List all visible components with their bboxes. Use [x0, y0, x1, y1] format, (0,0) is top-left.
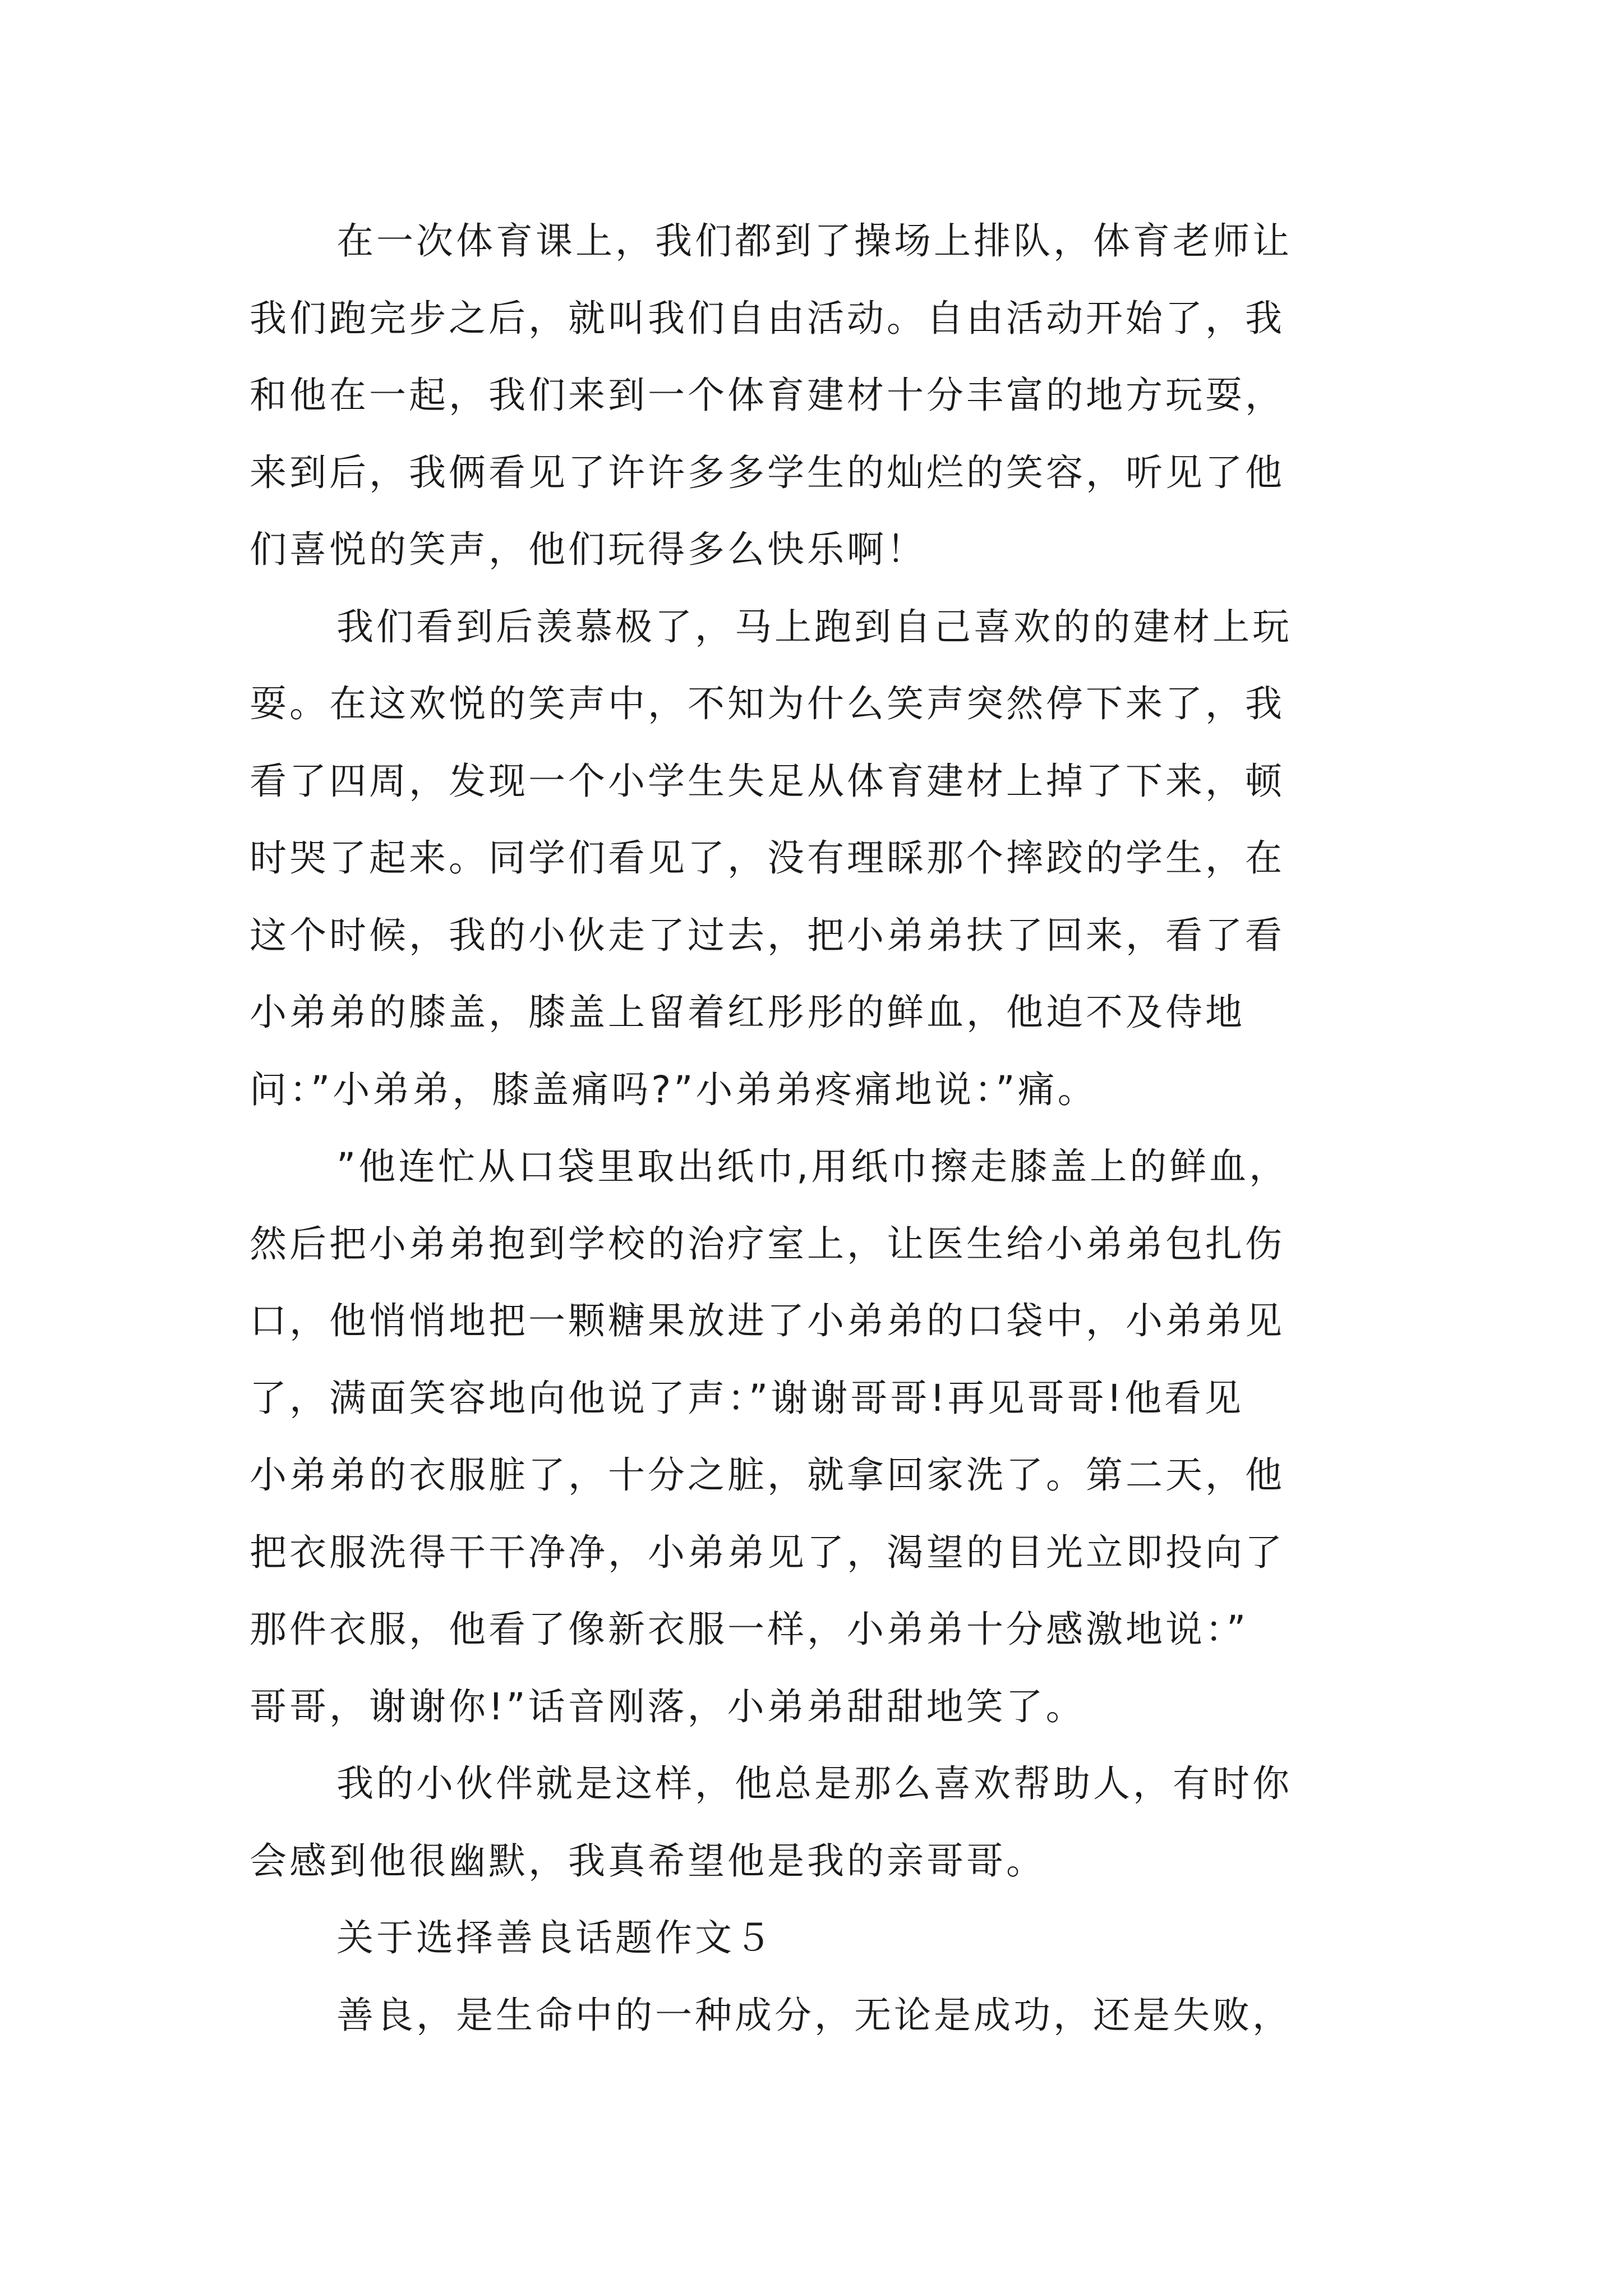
text-line: 会感到他很幽默，我真希望他是我的亲哥哥。 — [250, 1839, 1046, 1883]
text-line: 这个时候，我的小伙走了过去，把小弟弟扶了回来，看了看 — [250, 914, 1285, 957]
text-line: 我们看到后羡慕极了，马上跑到自己喜欢的的建材上玩 — [336, 605, 1292, 648]
section-heading: 关于选择善良话题作文５ — [336, 1916, 774, 1959]
text-line: 看了四周，发现一个小学生失足从体育建材上掉了下来，顿 — [250, 760, 1285, 803]
text-line: 口，他悄悄地把一颗糖果放进了小弟弟的口袋中，小弟弟见 — [250, 1299, 1285, 1342]
text-line: 来到后，我俩看见了许许多多学生的灿烂的笑容，听见了他 — [250, 451, 1285, 494]
text-line: 我的小伙伴就是这样，他总是那么喜欢帮助人，有时你 — [336, 1762, 1292, 1805]
text-line: 哥哥，谢谢你!”话音刚落，小弟弟甜甜地笑了。 — [250, 1685, 1086, 1728]
text-line: 那件衣服，他看了像新衣服一样，小弟弟十分感激地说：” — [250, 1608, 1249, 1651]
text-line: 把衣服洗得干干净净，小弟弟见了，渴望的目光立即投向了 — [250, 1531, 1285, 1574]
text-line: 耍。在这欢悦的笑声中，不知为什么笑声突然停下来了，我 — [250, 682, 1285, 725]
text-line: 然后把小弟弟抱到学校的治疗室上，让医生给小弟弟包扎伤 — [250, 1222, 1285, 1266]
text-line: 时哭了起来。同学们看见了，没有理睬那个摔跤的学生，在 — [250, 836, 1285, 880]
text-line: 和他在一起，我们来到一个体育建材十分丰富的地方玩耍， — [250, 374, 1285, 417]
text-line: 我们跑完步之后，就叫我们自由活动。自由活动开始了，我 — [250, 297, 1285, 340]
text-line: 了，满面笑容地向他说了声：”谢谢哥哥!再见哥哥!他看见 — [250, 1377, 1244, 1420]
text-line: 们喜悦的笑声，他们玩得多么快乐啊！ — [250, 528, 926, 571]
text-line: ”他连忙从口袋里取出纸巾,用纸巾擦走膝盖上的鲜血， — [336, 1145, 1289, 1188]
text-line: 小弟弟的膝盖，膝盖上留着红彤彤的鲜血，他迫不及侍地 — [250, 991, 1245, 1034]
text-line: 在一次体育课上，我们都到了操场上排队，体育老师让 — [336, 219, 1292, 263]
text-line: 善良，是生命中的一种成分，无论是成功，还是失败， — [336, 1994, 1292, 2037]
text-line: 小弟弟的衣服脏了，十分之脏，就拿回家洗了。第二天，他 — [250, 1453, 1285, 1497]
text-line: 问：”小弟弟，膝盖痛吗?”小弟弟疼痛地说：”痛。 — [250, 1068, 1098, 1111]
